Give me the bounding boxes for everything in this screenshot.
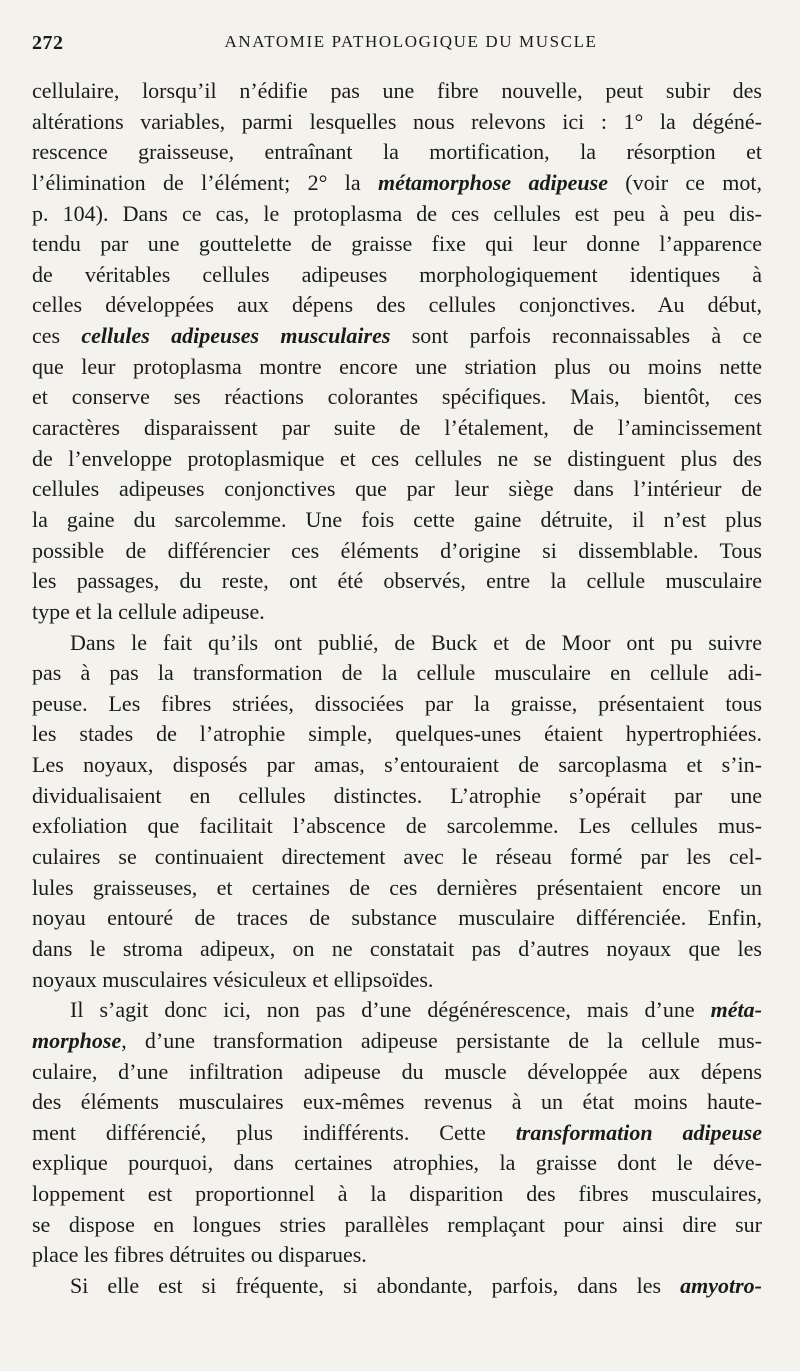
text-line: lules graisseuses, et certaines de ces dernières présentaient encore un [32, 874, 762, 900]
text-line: possible de différencier ces éléments d’origine si dissemblable. Tous [32, 537, 762, 563]
text-line [32, 321, 762, 352]
page-number: 272 [32, 32, 64, 54]
text-line [32, 1271, 762, 1302]
text-run: Il s’agit donc ici, non pas d’une dégénérescence, mais d’une [70, 997, 711, 1023]
text-line: cellulaire, lorsqu’il n’édifie pas une fibre nouvelle, peut subir des [32, 78, 762, 103]
text-line: culaire, d’une infiltration adipeuse du muscle développée aux dépens [32, 1058, 762, 1084]
text-line: culaires se continuaient directement avec le réseau formé par les cel- [32, 844, 762, 870]
text-line: noyau entouré de traces de substance musculaire différenciée. Enfin, [32, 905, 762, 931]
text-run: sont parfois reconnaissables à ce [390, 323, 762, 349]
text-line: des éléments musculaires eux-mêmes revenus à un état moins haute- [32, 1089, 762, 1115]
text-line: et conserve ses réactions colorantes spécifiques. Mais, bientôt, ces [32, 384, 762, 410]
text-run: (voir ce mot, [607, 169, 762, 195]
text-line [32, 168, 762, 199]
text-line: les stades de l’atrophie simple, quelques-unes étaient hypertrophiées. [32, 721, 762, 747]
italic-term: amyotro- [680, 1272, 762, 1298]
text-run: , d’une transformation adipeuse persistante de la cellule mus- [121, 1027, 762, 1053]
text-line: loppement est proportionnel à la disparition des fibres musculaires, [32, 1181, 762, 1207]
text-line: noyaux musculaires vésiculeux et ellipsoïdes. [32, 966, 434, 992]
text-line: place les fibres détruites ou disparues. [32, 1242, 367, 1268]
text-line: Dans le fait qu’ils ont publié, de Buck et de Moor ont pu suivre [70, 629, 762, 655]
text-line: p. 104). Dans ce cas, le protoplasma de ces cellules est peu à peu dis- [32, 200, 762, 226]
text-line [32, 1026, 762, 1057]
text-line: peuse. Les fibres striées, dissociées par la graisse, présentaient tous [32, 690, 762, 716]
body-text [32, 76, 762, 1302]
text-line: la gaine du sarcolemme. Une fois cette gaine détruite, il n’est plus [32, 506, 762, 532]
text-line: cellules adipeuses conjonctives que par leur siège dans l’intérieur de [32, 476, 762, 502]
text-line [32, 995, 762, 1026]
text-line [32, 1118, 762, 1149]
running-head: ANATOMIE PATHOLOGIQUE DU MUSCLE [224, 32, 598, 51]
text-line: Les noyaux, disposés par amas, s’entouraient de sarcoplasma et s’in- [32, 752, 762, 778]
text-line: celles développées aux dépens des cellules conjonctives. Au début, [32, 292, 762, 318]
text-line: explique pourquoi, dans certaines atrophies, la graisse dont le déve- [32, 1150, 762, 1176]
italic-term: méta- [710, 997, 762, 1023]
text-line: les passages, du reste, ont été observés, entre la cellule musculaire [32, 568, 762, 594]
italic-term: transformation adipeuse [515, 1119, 762, 1145]
italic-term: cellules adipeuses musculaires [81, 323, 391, 349]
italic-term: morphose [32, 1027, 122, 1053]
text-line: exfoliation que facilitait l’abscence de sarcolemme. Les cellules mus- [32, 813, 762, 839]
text-line: type et la cellule adipeuse. [32, 598, 265, 624]
text-line: se dispose en longues stries parallèles remplaçant pour ainsi dire sur [32, 1211, 762, 1237]
page-header [32, 30, 760, 56]
text-line: rescence graisseuse, entraînant la mortification, la résorption et [32, 139, 762, 165]
text-line: que leur protoplasma montre encore une striation plus ou moins nette [32, 353, 762, 379]
text-run: l’élimination de l’élément; 2° la [32, 169, 378, 195]
text-line: dividualisaient en cellules distinctes. L’atrophie s’opérait par une [32, 782, 762, 808]
text-run: ment différencié, plus indifférents. Cette [32, 1119, 516, 1145]
text-line: de véritables cellules adipeuses morphologiquement identiques à [32, 261, 762, 287]
text-line: tendu par une gouttelette de graisse fixe qui leur donne l’apparence [32, 231, 762, 257]
text-line: caractères disparaissent par suite de l’étalement, de l’amincissement [32, 415, 762, 441]
text-run: Si elle est si fréquente, si abondante, parfois, dans les [70, 1272, 681, 1298]
italic-term: métamorphose adipeuse [377, 169, 608, 195]
text-run: ces [32, 323, 82, 349]
text-line: dans le stroma adipeux, on ne constatait pas d’autres noyaux que les [32, 935, 762, 961]
text-line: pas à pas la transformation de la cellule musculaire en cellule adi- [32, 660, 762, 686]
text-line: de l’enveloppe protoplasmique et ces cellules ne se distinguent plus des [32, 445, 762, 471]
text-line: altérations variables, parmi lesquelles nous relevons ici : 1° la dégéné- [32, 108, 762, 134]
